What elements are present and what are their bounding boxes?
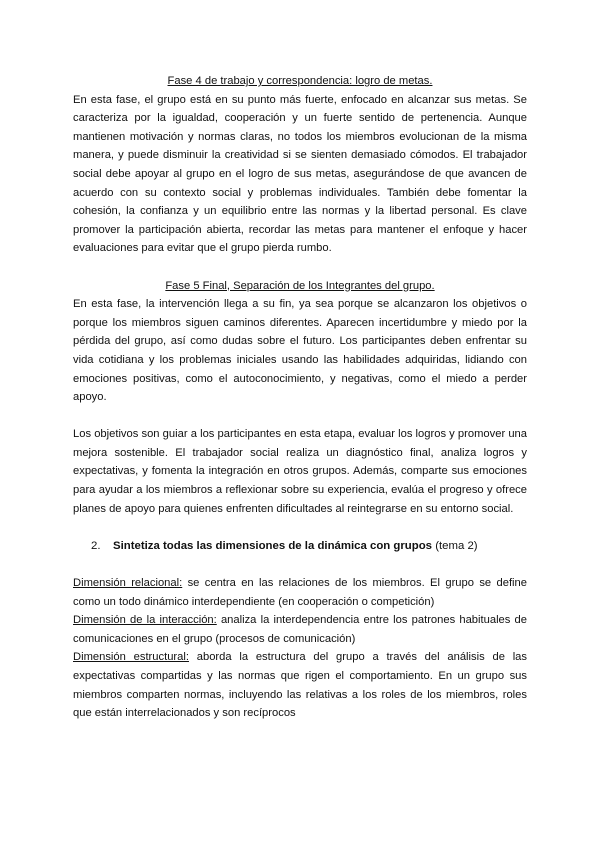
phase5-paragraph-2: Los objetivos son guiar a los participantes en esta etapa, evaluar los logros y promover una mejora sostenible. El trabajador social realiza un diagnóstico final, analiza logros y expectativas, y fomenta la integración en otros grupos. Además, comparte sus emociones para ayudar a los miembros a reflexionar sobre su experiencia, evalúa el progreso y ofrece planes de apoyo para quienes enfrenten dificultades al reintegrarse en su entorno social. — [73, 428, 527, 515]
dimension-label: Dimensión relacional: — [73, 577, 183, 590]
spacer — [73, 258, 527, 277]
question-topic: (tema 2) — [432, 539, 478, 552]
dimension-label: Dimensión de la interacción: — [73, 614, 217, 627]
phase4-paragraph: En esta fase, el grupo está en su punto más fuerte, enfocado en alcanzar sus metas. Se caracteriza por la igualdad, cooperación y un fuerte sentido de pertenencia. Aunque mantienen motivación y normas claras, no todos los miembros evolucionan de la misma manera, y puede disminuir la creatividad si se sienten demasiado cómodos. El trabajador social debe apoyar al grupo en el logro de sus metas, asegurándose de que avancen de acuerdo con su contexto social y problemas individuales. También debe fomentar la cohesión, la confianza y un equilibrio entre las normas y la libertad personal. Es clave promover la participación abierta, recordar las metas para mantener el enfoque y hacer evaluaciones para evitar que el grupo pierda rumbo. — [73, 93, 527, 255]
dimension-text: analiza la interdependencia entre los patrones habituales de comunicaciones en el grupo (procesos de comunicación) — [73, 614, 527, 645]
document-content — [73, 72, 527, 723]
question-title: Sintetiza todas las dimensiones de la dinámica con grupos — [113, 539, 433, 552]
spacer — [73, 518, 527, 537]
spacer — [73, 555, 527, 574]
dimension-relational — [73, 574, 527, 611]
phase4-heading: Fase 4 de trabajo y correspondencia: logro de metas. — [167, 75, 433, 87]
dimension-interaction — [73, 611, 527, 648]
dimension-structural — [73, 648, 527, 722]
dimension-label: Dimensión estructural: — [73, 651, 189, 664]
dimension-text: aborda la estructura del grupo a través del análisis de las expectativas compartidas y las normas que rigen el comportamiento. En un grupo sus miembros comparten normas, incluyendo las relativas a los roles de los miembros, roles que están interrelacionados y son recíprocos — [73, 651, 527, 720]
phase5-paragraph-1: En esta fase, la intervención llega a su fin, ya sea porque se alcanzaron los objetivos o porque los miembros siguen caminos diferentes. Aparecen incertidumbre y miedo por la pérdida del grupo, así como dudas sobre el futuro. Los participantes deben enfrentar su vida cotidiana y los problemas iniciales usando las habilidades adquiridas, lidiando con emociones positivas, como el autoconocimiento, y negativas, como el miedo a perder apoyo. — [73, 298, 527, 404]
question-number: 2. — [91, 539, 101, 552]
spacer — [73, 407, 527, 426]
dimension-text: se centra en las relaciones de los miembros. El grupo se define como un todo dinámico interdependiente (en cooperación o competición) — [73, 577, 527, 608]
phase5-heading: Fase 5 Final, Separación de los Integrantes del grupo. — [165, 279, 435, 292]
question-2 — [73, 537, 527, 556]
